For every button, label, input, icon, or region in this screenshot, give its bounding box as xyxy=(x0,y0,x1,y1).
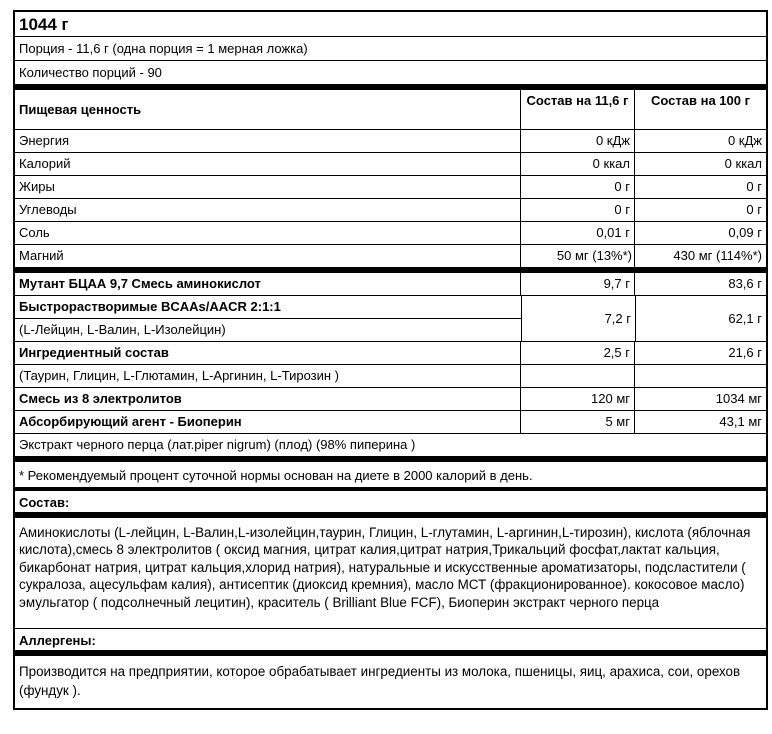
portion-row xyxy=(15,37,766,61)
nutrient-name: Энергия xyxy=(15,130,521,152)
nutrient-value-100g: 0 кДж xyxy=(727,133,762,148)
nutrient-value-portion: 0 г xyxy=(521,199,635,221)
ingredient-sub: (Таурин, Глицин, L-Глютамин, L-Аргинин, L-Тирозин ) xyxy=(15,365,521,387)
composition-title: Состав: xyxy=(19,495,70,510)
electrolytes-row xyxy=(15,388,766,411)
empty-cell xyxy=(521,365,635,387)
servings-row xyxy=(15,61,766,90)
composition-text-row xyxy=(15,518,766,629)
nutrient-row-energy xyxy=(15,130,766,153)
header-label: Пищевая ценность xyxy=(15,90,521,129)
ingredient-value-portion: 2,5 г xyxy=(521,342,635,364)
allergens-text-row xyxy=(15,656,766,708)
allergens-title: Аллергены: xyxy=(19,633,96,648)
nutrient-value-portion: 50 мг (13%*) xyxy=(521,245,635,267)
allergens-text: Производится на предприятии, которое обрабатывает ингредиенты из молока, пшеницы, яиц, арахиса, сои, орехов (фундук ). xyxy=(19,664,741,698)
bcaa-name: Быстрорастворимые BCAAs/AACR 2:1:1 xyxy=(15,296,521,319)
nutrient-value-100g: 0 г xyxy=(746,202,762,217)
bioperine-value-100g: 43,1 мг xyxy=(719,414,762,429)
ingredient-name: Ингредиентный состав xyxy=(15,342,521,364)
nutrient-name: Соль xyxy=(15,222,521,244)
nutrient-value-portion: 0 кДж xyxy=(521,130,635,152)
mutant-value-portion: 9,7 г xyxy=(521,273,635,295)
bcaa-sub: (L-Лейцин, L-Валин, L-Изолейцин) xyxy=(19,322,226,337)
nutrient-name: Жиры xyxy=(15,176,521,198)
nutrient-value-100g: 430 мг (114%*) xyxy=(673,248,762,263)
electrolytes-value-100g: 1034 мг xyxy=(715,391,762,406)
nutrient-value-portion: 0,01 г xyxy=(521,222,635,244)
nutrient-value-100g: 0 ккал xyxy=(724,156,762,171)
header-col2: Состав на 100 г xyxy=(651,93,750,108)
bioperine-value-portion: 5 мг xyxy=(521,411,635,433)
mutant-value-100g: 83,6 г xyxy=(728,276,762,291)
bcaa-value-portion: 7,2 г xyxy=(522,296,636,341)
bioperine-name: Абсорбирующий агент - Биоперин xyxy=(15,411,521,433)
header-col1: Состав на 11,6 г xyxy=(521,90,635,129)
footnote-text: * Рекомендуемый процент суточной нормы основан на диете в 2000 калорий в день. xyxy=(19,468,533,483)
nutrient-name: Углеводы xyxy=(15,199,521,221)
weight-row xyxy=(15,12,766,37)
nutrient-row-carbs xyxy=(15,199,766,222)
electrolytes-value-portion: 120 мг xyxy=(521,388,635,410)
product-weight: 1044 г xyxy=(19,15,69,34)
nutrient-row-fat xyxy=(15,176,766,199)
empty-cell xyxy=(635,365,766,387)
nutrient-name: Магний xyxy=(15,245,521,267)
nutrition-label xyxy=(13,10,768,710)
nutrient-row-salt xyxy=(15,222,766,245)
pepper-row xyxy=(15,434,766,462)
servings-text: Количество порций - 90 xyxy=(19,65,162,80)
composition-text: Аминокислоты (L-лейцин, L-Валин,L-изолейцин,таурин, Глицин, L-глутамин, L-аргинин,L-тирозин), кислота (яблочная кислота),смесь 8 электролитов ( оксид магния, цитрат калия,цитрат натрия,Трикальций фосфат,лактат кальция, бикарбонат натрия, цитрат кальция,хлорид натрия), натуральные и искусственные ароматизаторы, подсластители ( сукралоза, ацесульфам калия), антисептик (диоксид кремния), масло МСТ (фракционированное). кокосовое масло) эмульгатор ( подсолнечный лецитин), краситель ( Brilliant Blue FCF), Биоперин экстракт черного перца xyxy=(19,525,751,610)
nutrient-value-portion: 0 ккал xyxy=(521,153,635,175)
mutant-row xyxy=(15,273,766,296)
bcaa-label-group xyxy=(15,296,522,341)
electrolytes-name: Смесь из 8 электролитов xyxy=(15,388,521,410)
ingredient-value-100g: 21,6 г xyxy=(728,345,762,360)
allergens-title-row xyxy=(15,629,766,656)
nutrient-value-100g: 0,09 г xyxy=(728,225,762,240)
footnote-row xyxy=(15,462,766,491)
portion-text: Порция - 11,6 г (одна порция = 1 мерная ложка) xyxy=(19,41,308,56)
nutrient-name: Калорий xyxy=(15,153,521,175)
mutant-name: Мутант БЦАА 9,7 Смесь аминокислот xyxy=(15,273,521,295)
nutrient-row-calories xyxy=(15,153,766,176)
nutrient-row-magnesium xyxy=(15,245,766,273)
nutrient-value-100g: 0 г xyxy=(746,179,762,194)
bcaa-value-100g: 62,1 г xyxy=(728,311,762,326)
pepper-text: Экстракт черного перца (лат.piper nigrum) (плод) (98% пиперина ) xyxy=(19,437,416,452)
nutrient-value-portion: 0 г xyxy=(521,176,635,198)
ingredient-row xyxy=(15,342,766,365)
composition-title-row xyxy=(15,491,766,518)
table-header-row xyxy=(15,90,766,130)
bcaa-row xyxy=(15,296,766,342)
bioperine-row xyxy=(15,411,766,434)
ingredient-sub-row xyxy=(15,365,766,388)
